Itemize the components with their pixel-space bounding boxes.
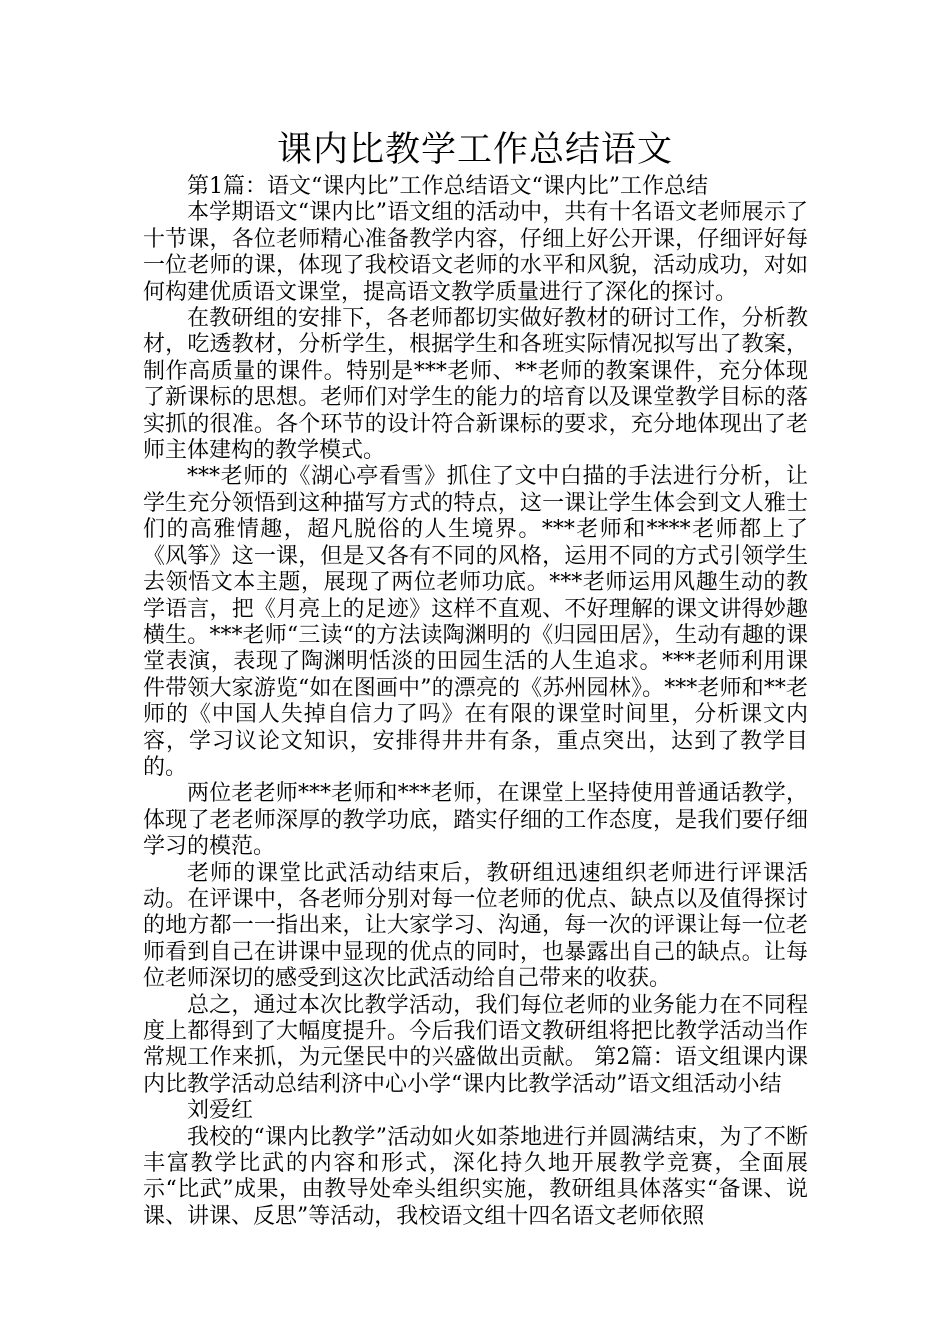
paragraph: 我校的“课内比教学”活动如火如荼地进行并圆满结束，为了不断丰富教学比武的内容和形式，深化持久地开展教学竞赛，全面展示“比武”成果，由教导处牵头组织实施，教研组具体落实“备课、说课、讲课、反思”等活动，我校语文组十四名语文老师依照 <box>143 1124 808 1229</box>
document-title: 课内比教学工作总结语文 <box>276 130 673 170</box>
paragraph: 在教研组的安排下，各老师都切实做好教材的研讨工作，分析教材，吃透教材，分析学生，根据学生和各班实际情况拟写出了教案，制作高质量的课件。特别是***老师、**老师的教案课件，充分体现了新课标的思想。老师们对学生的能力的培育以及课堂教学目标的落实抓的很准。各个环节的设计符合新课标的要求，充分地体现出了老师主体建构的教学模式。 <box>143 306 808 464</box>
paragraph: 老师的课堂比武活动结束后，教研组迅速组织老师进行评课活动。在评课中，各老师分别对每一位老师的优点、缺点以及值得探讨的地方都一一指出来，让大家学习、沟通，每一次的评课让每一位老师看到自己在讲课中显现的优点的同时，也暴露出自己的缺点。让每位老师深切的感受到这次比武活动给自己带来的收获。 <box>143 860 808 992</box>
author-name: 刘爱红 <box>187 1098 254 1124</box>
paragraph: ***老师的《湖心亭看雪》抓住了文中白描的手法进行分析，让学生充分领悟到这种描写方式的特点，这一课让学生体会到文人雅士们的高雅情趣，超凡脱俗的人生境界。***老师和****老师都上了《风筝》这一课，但是又各有不同的风格，运用不同的方式引领学生去领悟文本主题，展现了两位老师功底。***老师运用风趣生动的教学语言，把《月亮上的足迹》这样不直观、不好理解的课文讲得妙趣横生。***老师“三读“的方法读陶渊明的《归园田居》，生动有趣的课堂表演，表现了陶渊明恬淡的田园生活的人生追求。***老师利用课件带领大家游览“如在图画中”的漂亮的《苏州园林》。***老师和**老师的《中国人失掉自信力了吗》在有限的课堂时间里，分析课文内容，学习议论文知识，安排得井井有条，重点突出，达到了教学目的。 <box>143 464 808 780</box>
paragraph: 本学期语文“课内比”语文组的活动中，共有十名语文老师展示了十节课，各位老师精心准备教学内容，仔细上好公开课，仔细评好每一位老师的课，体现了我校语文老师的水平和风貌，活动成功，对如何构建优质语文课堂，提高语文教学质量进行了深化的探讨。 <box>143 200 808 305</box>
section-heading-1: 第1篇：语文“课内比”工作总结语文“课内比”工作总结 <box>187 174 708 199</box>
document-body <box>143 174 808 1230</box>
paragraph: 总之，通过本次比教学活动，我们每位老师的业务能力在不同程度上都得到了大幅度提升。今后我们语文教研组将把比教学活动当作常规工作来抓，为元堡民中的兴盛做出贡献。 第2篇：语文组课内课内比教学活动总结利济中心小学“课内比教学活动”语文组活动小结 <box>143 992 808 1097</box>
paragraph: 两位老老师***老师和***老师，在课堂上坚持使用普通话教学，体现了老老师深厚的教学功底，踏实仔细的工作态度，是我们要仔细学习的模范。 <box>143 781 808 860</box>
